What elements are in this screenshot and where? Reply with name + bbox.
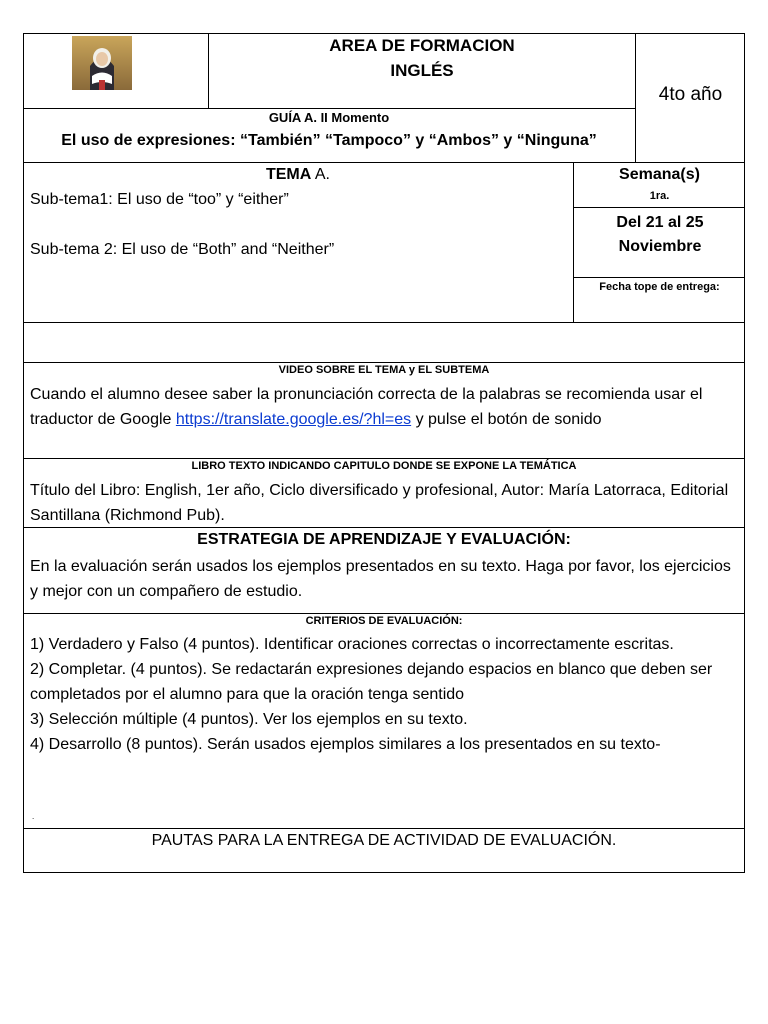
- divider: [23, 613, 745, 614]
- strategy-body: En la evaluación serán usados los ejemplos presentados en su texto. Haga por favor, los ejercicios y mejor con un compañero de estudio.: [30, 558, 731, 600]
- book-text: [30, 478, 742, 528]
- divider: [23, 108, 635, 109]
- strategy-text: [30, 554, 742, 604]
- week-value: 1ra.: [649, 190, 670, 202]
- divider: [23, 162, 745, 163]
- divider: [23, 362, 745, 363]
- divider: [573, 277, 745, 278]
- week-label: Semana(s): [619, 166, 700, 183]
- criteria-item: 2) Completar. (4 puntos). Se redactarán expresiones dejando espacios en blanco que deben ser completados por el alumno para que la oración tenga sentido: [30, 661, 713, 703]
- book-title-text: Título del Libro: English, 1er año, Ciclo diversificado y profesional, Autor: María Latorraca, Editorial Santillana (Richmond Pub).: [30, 482, 729, 524]
- week-dates: Del 21 al 25 Noviembre: [616, 214, 704, 255]
- year-label: 4to año: [658, 84, 723, 105]
- book-heading: LIBRO TEXTO INDICANDO CAPITULO DONDE SE EXPONE LA TEMÁTICA: [191, 460, 577, 472]
- criteria-heading: CRITERIOS DE EVALUACIÓN:: [305, 615, 463, 627]
- divider: [23, 828, 745, 829]
- stray-dot: .: [32, 812, 35, 821]
- tema-label: TEMA: [265, 166, 312, 183]
- criteria-item: 1) Verdadero y Falso (4 puntos). Identificar oraciones correctas o incorrectamente escritas.: [30, 636, 674, 653]
- google-translate-link[interactable]: https://translate.google.es/?hl=es: [175, 411, 412, 428]
- tema-letter: A.: [311, 166, 330, 183]
- criteria-item: 3) Selección múltiple (4 puntos). Ver los ejemplos en su texto.: [30, 711, 468, 728]
- deadline-label: Fecha tope de entrega:: [599, 281, 720, 293]
- video-text: [30, 382, 742, 457]
- portrait-icon: [72, 36, 132, 90]
- school-logo: [72, 36, 132, 90]
- guide-title: El uso de expresiones: “También” “Tampoco” y “Ambos” y “Ninguna”: [61, 132, 597, 149]
- subtema-2: Sub-tema 2: El uso de “Both” and “Neither”: [30, 241, 335, 258]
- video-text-before: Cuando el alumno desee saber la pronunciación correcta de la palabras se recomienda usar el traductor de Google: [30, 386, 703, 428]
- subject-title: INGLÉS: [390, 61, 454, 80]
- guidelines-heading: PAUTAS PARA LA ENTREGA DE ACTIVIDAD DE EVALUACIÓN.: [151, 832, 617, 849]
- divider: [23, 322, 745, 323]
- guide-label: GUÍA A. II Momento: [268, 110, 390, 125]
- divider: [23, 458, 745, 459]
- area-title: AREA DE FORMACION: [329, 36, 515, 55]
- divider: [23, 527, 745, 528]
- criteria-list: [30, 632, 742, 812]
- subtema-1: Sub-tema1: El uso de “too” y “either”: [30, 191, 289, 208]
- criteria-item: 4) Desarrollo (8 puntos). Serán usados ejemplos similares a los presentados en su texto-: [30, 736, 661, 753]
- tema-heading: [23, 166, 573, 188]
- video-text-after: y pulse el botón de sonido: [411, 411, 602, 428]
- strategy-heading: ESTRATEGIA DE APRENDIZAJE Y EVALUACIÓN:: [197, 531, 571, 548]
- divider: [573, 207, 745, 208]
- video-heading: VIDEO SOBRE EL TEMA y EL SUBTEMA: [278, 364, 490, 376]
